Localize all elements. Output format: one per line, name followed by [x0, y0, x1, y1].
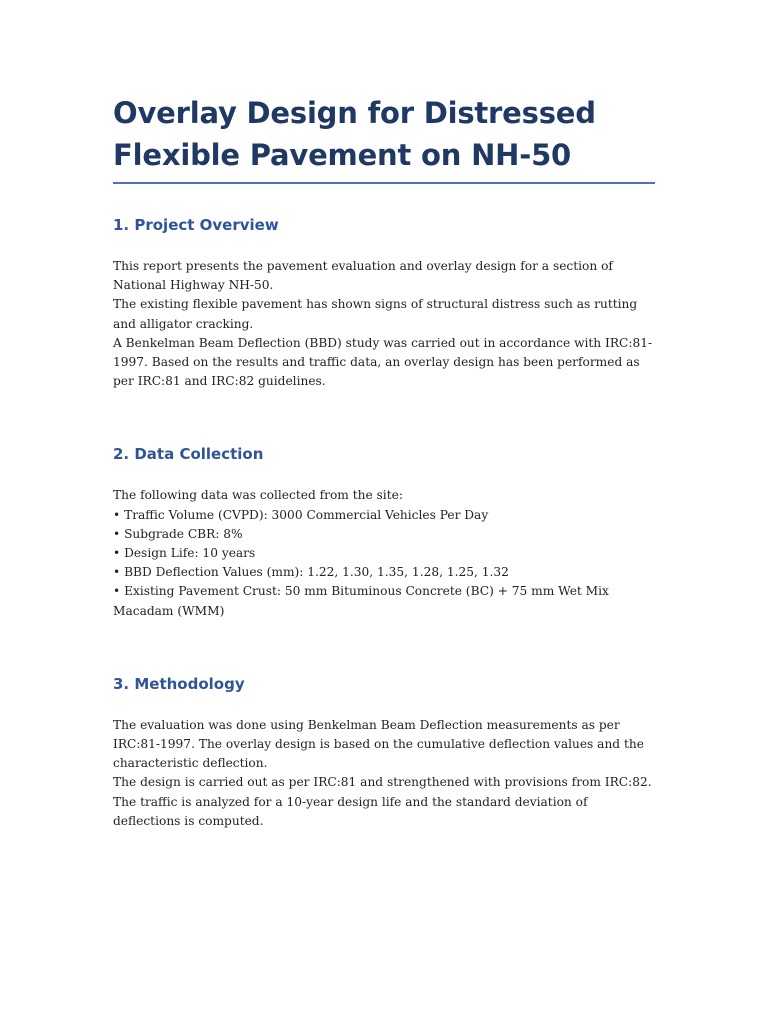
list-item-text: Subgrade CBR: 8% [124, 526, 243, 541]
list-item-text: Existing Pavement Crust: 50 mm Bituminous Concrete (BC) + 75 mm Wet Mix Macadam (WMM) [113, 584, 609, 618]
paragraph: The following data was collected from the site: [113, 488, 403, 503]
section-body-data-collection [113, 486, 655, 620]
list-item [113, 563, 655, 582]
list-item-text: Traffic Volume (CVPD): 3000 Commercial Vehicles Per Day [124, 507, 489, 522]
list-item-text: BBD Deflection Values (mm): 1.22, 1.30, 1.35, 1.28, 1.25, 1.32 [124, 565, 509, 580]
bullet-icon: • [113, 584, 121, 599]
paragraph: The design is carried out as per IRC:81 and strengthened with provisions from IRC:82. The traffic is analyzed for a 10-year design life and the standard deviation of deflections is computed. [113, 775, 652, 828]
section-heading-project-overview: 1. Project Overview [113, 216, 279, 234]
document-title: Overlay Design for Distressed Flexible Pavement on NH-50 [113, 92, 655, 184]
bullet-icon: • [113, 546, 121, 561]
list-item-text: Design Life: 10 years [124, 546, 256, 561]
bullet-icon: • [113, 565, 121, 580]
list-item [113, 582, 655, 620]
list-item [113, 506, 655, 525]
document-content [113, 92, 655, 831]
section-body-project-overview [113, 257, 655, 391]
section-heading-data-collection: 2. Data Collection [113, 445, 264, 464]
paragraph: The existing flexible pavement has shown signs of structural distress such as rutting and alligator cracking. [113, 297, 638, 331]
section-heading-methodology: 3. Methodology [113, 674, 245, 693]
section-body-methodology [113, 716, 655, 831]
list-item [113, 544, 655, 563]
bullet-icon: • [113, 526, 121, 541]
paragraph: This report presents the pavement evaluation and overlay design for a section of National Highway NH-50. [113, 259, 613, 293]
paragraph: A Benkelman Beam Deflection (BBD) study was carried out in accordance with IRC:81-1997. Based on the results and traffic data, an overlay design has been performed as per IRC:81 and IRC:82 guidelines. [113, 335, 653, 389]
paragraph: The evaluation was done using Benkelman Beam Deflection measurements as per IRC:81-1997. The overlay design is based on the cumulative deflection values and the characteristic deflection. [113, 717, 644, 771]
bullet-icon: • [113, 507, 121, 522]
list-item [113, 525, 655, 544]
data-list [113, 506, 655, 621]
